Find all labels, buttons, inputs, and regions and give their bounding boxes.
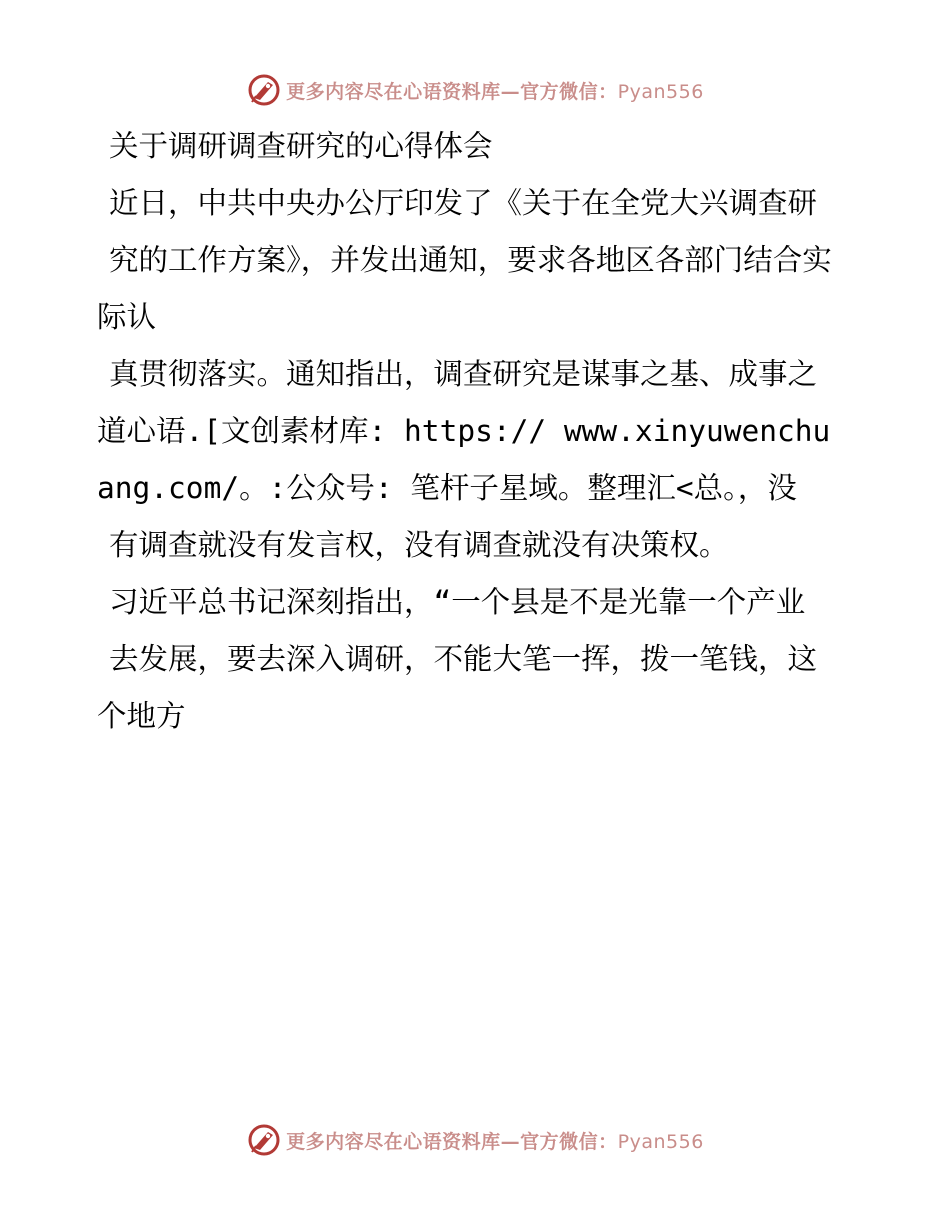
paragraph-1: 近日，中共中央办公厅印发了《关于在全党大兴调查研 — [109, 186, 818, 220]
footer-banner — [0, 1118, 950, 1162]
paragraph-4: 有调查就没有发言权，没有调查就没有决策权。 — [109, 528, 729, 562]
header-banner-text: 更多内容尽在心语资料库—官方微信：Pyan556 — [286, 80, 704, 103]
header-banner — [0, 68, 950, 112]
pen-nib-logo-icon — [246, 72, 282, 108]
document-title: 关于调研调查研究的心得体会 — [109, 129, 493, 163]
footer-banner-text: 更多内容尽在心语资料库—官方微信：Pyan556 — [286, 1130, 704, 1153]
paragraph-6: 去发展，要去深入调研，不能大笔一挥，拨一笔钱，这个地方 — [97, 642, 818, 733]
pen-nib-logo-icon — [246, 1122, 282, 1158]
paragraph-5: 习近平总书记深刻指出，“一个县是不是光靠一个产业 — [109, 585, 806, 619]
paragraph-2: 究的工作方案》，并发出通知，要求各地区各部门结合实际认 — [97, 243, 832, 334]
header-wechat-id: Pyan556 — [617, 80, 704, 103]
paragraph-3: 真贯彻落实。通知指出，调查研究是谋事之基、成事之道心语.[文创素材库: https:// www.xinyuwenchuang.com/。:公众号: 笔杆子星域。整理汇<总。，没 — [97, 357, 831, 505]
document-body — [97, 118, 837, 745]
footer-wechat-id: Pyan556 — [617, 1130, 704, 1153]
